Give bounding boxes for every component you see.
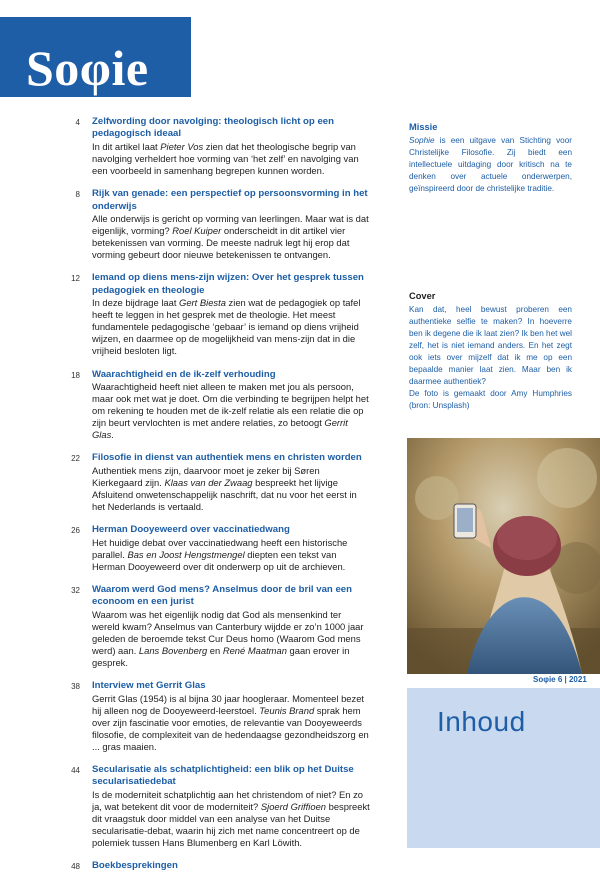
- toc-entry-title[interactable]: Secularisatie als schatplichtigheid: een blik op het Duitse secularisatiedebat: [92, 764, 354, 788]
- logo: [0, 17, 191, 97]
- toc-page-number: 12: [71, 274, 80, 284]
- toc-entry-title[interactable]: Waarachtigheid en de ik-zelf verhouding: [92, 368, 276, 380]
- toc-entry-title[interactable]: Rijk van genade: een perspectief op persoonsvorming in het onderwijs: [92, 188, 368, 212]
- author-name: Bas en Joost Hengstmengel: [127, 548, 245, 560]
- toc-entry[interactable]: [71, 583, 370, 669]
- toc-entry-title[interactable]: Interview met Gerrit Glas: [92, 680, 206, 692]
- cover-heading: Cover: [409, 291, 436, 301]
- toc-entry-description: Waarom was het eigenlijk nodig dat God als mensenkind ter wereld kwam? Anselmus van Canterbury wijdde er zo’n 1000 jaar geleden de beroemde tekst Cur Deus homo (Waarom God mens werd) aan. Lans Bovenberg en René Maatman gaan erover in gesprek.: [92, 608, 364, 669]
- toc-entry-title[interactable]: Boekbesprekingen: [92, 860, 178, 872]
- missie-heading: Missie: [409, 122, 438, 132]
- toc-entry-title[interactable]: Filosofie in dienst van authentiek mens en christen worden: [92, 452, 362, 464]
- toc-page-number: 18: [71, 370, 80, 380]
- toc-entry-description: In dit artikel laat Pieter Vos zien dat het theologische begrip van navolging verheldert hoe vorming van ‘het zelf’ en navolging van een voorbeeld in samenhang begrepen kunnen worden.: [92, 140, 359, 176]
- toc-page-number: 8: [75, 190, 80, 200]
- toc-entry-description: In deze bijdrage laat Gert Biesta zien wat de pedagogiek op tafel heeft te leggen in het gesprek met de theologie. Het meest fundamentele pedagogische ‘gebaar’ is iemand op diens vrijheid wijzen, en daarmee op de mogelijkheid van mens-zijn dat in die vrijheid besloten ligt.: [92, 297, 361, 357]
- issue-label: Soφie 6 | 2021: [533, 675, 587, 684]
- author-name: Teunis Brand: [259, 704, 315, 716]
- author-name: Gert Biesta: [179, 297, 226, 309]
- toc-page-number: 44: [71, 766, 80, 776]
- logo-text: Soφie: [26, 40, 149, 96]
- toc-entry[interactable]: [71, 860, 370, 872]
- toc-entry[interactable]: [71, 764, 370, 849]
- toc-entry[interactable]: [71, 452, 370, 513]
- toc-entry-description: Is de moderniteit schatplichtig aan het christendom of niet? En zo ja, wat betekent dit voor de moderniteit? Sjoerd Griffioen bespreekt dit vraagstuk door middel van een analyse van het Duitse secularisatie-debat, waarin hij zich met name concentreert op de polemiek tussen Hans Blumenberg en Karl Löwith.: [92, 788, 370, 849]
- toc-entry[interactable]: [71, 524, 370, 573]
- toc-entry[interactable]: [75, 116, 370, 177]
- toc-entry-title[interactable]: Zelfwording door navolging: theologisch licht op een pedagogisch ideaal: [92, 116, 334, 140]
- toc-entry[interactable]: [71, 368, 370, 442]
- cover-photo: [407, 438, 600, 674]
- missie-section: [409, 122, 572, 195]
- toc-entry-description: Authentiek mens zijn, daarvoor moet je zeker bij Søren Kierkegaard zijn. Klaas van der Zwaag bespreekt het lijvige Afsluitend onwetenschappelijk naschrift, dat nu voor het eerst in het Nederlands is vertaald.: [92, 464, 357, 513]
- toc-entry-description: Het huidige debat over vaccinatiedwang heeft een historische parallel. Bas en Joost Hengstmengel diepten een tekst van Herman Dooyeweerd over dit onderwerp op uit de archieven.: [92, 536, 348, 572]
- author-name: Lans Bovenberg: [138, 645, 208, 656]
- toc-entry-title[interactable]: Herman Dooyeweerd over vaccinatiedwang: [92, 524, 290, 536]
- toc-page-number: 48: [71, 862, 80, 872]
- toc-entry[interactable]: [71, 272, 370, 357]
- author-name: René Maatman: [222, 645, 287, 656]
- author-name: Pieter Vos: [160, 140, 204, 152]
- toc-entry-description: Alle onderwijs is gericht op vorming van leerlingen. Maar wat is dat eigenlijk, vorming? Roel Kuiper onderscheidt in dit artikel vier betekenissen van vorming. De meeste nadruk legt hij erop dat vorming gebeurt door nieuwe betekenissen te ontvangen.: [92, 212, 369, 261]
- author-name: Roel Kuiper: [172, 225, 222, 236]
- cover-section: [409, 291, 572, 412]
- toc-entry-description: Waarachtigheid heeft niet alleen te maken met jou als persoon, maar ook met wat je doet. Om die verbinding te begrijpen helpt het om rekening te houden met de ik-zelf relatie als een relatie die op zijn beurt vervlochten is met andere relaties, zo betoogt Gerrit Glas.: [92, 380, 369, 441]
- toc-page-number: 4: [75, 118, 80, 127]
- missie-text: Sophie is een uitgave van Stichting voor Christelijke Filosofie. Zij biedt een intellectuele uitdaging door kritisch na te denken over actuele onderwerpen, geïnspireerd door de christelijke traditie.: [409, 136, 572, 193]
- inhoud-title: Inhoud: [437, 706, 526, 737]
- cover-credit: De foto is gemaakt door Amy Humphries (bron: Unsplash): [409, 389, 572, 410]
- toc-entry[interactable]: [71, 680, 370, 753]
- toc-entry-description: Gerrit Glas (1954) is al bijna 30 jaar hoogleraar. Momenteel bezet hij alleen nog de Dooyeweerd-leerstoel. Teunis Brand sprak hem over zijn fascinatie voor emoties, de relevantie van Dooyeweerds filosofie, de complexiteit van de hedendaagse gezondheidszorg en ... gras maaien.: [92, 692, 369, 752]
- toc-page-number: 38: [71, 682, 80, 692]
- author-name: Klaas van der Zwaag: [164, 476, 253, 488]
- table-of-contents: [71, 116, 370, 884]
- toc-page-number: 26: [71, 526, 80, 536]
- cover-photo-illustration: [407, 438, 600, 674]
- author-name: Sjoerd Griffioen: [260, 800, 326, 812]
- toc-page-number: 22: [71, 454, 80, 464]
- author-name: Gerrit Glas: [92, 417, 348, 441]
- toc-entry-title[interactable]: Waarom werd God mens? Anselmus door de bril van een econoom en een jurist: [92, 583, 352, 608]
- author-name: Sophie: [409, 136, 435, 145]
- toc-entry[interactable]: [75, 188, 370, 261]
- toc-entry-title[interactable]: Iemand op diens mens-zijn wijzen: Over het gesprek tussen pedagogiek en theologie: [92, 272, 364, 296]
- cover-text: Kan dat, heel bewust proberen een authentieke selfie te maken? In hoeverre ben ik degene die ik laat zien? Ik ben het wel zelf, het is niet iemand anders. En het zegt ook iets over mijzelf dat ik me op een bepaalde manier laat zien. Maar ben ik daarmee authentiek?: [409, 305, 572, 386]
- toc-page-number: 32: [71, 585, 80, 595]
